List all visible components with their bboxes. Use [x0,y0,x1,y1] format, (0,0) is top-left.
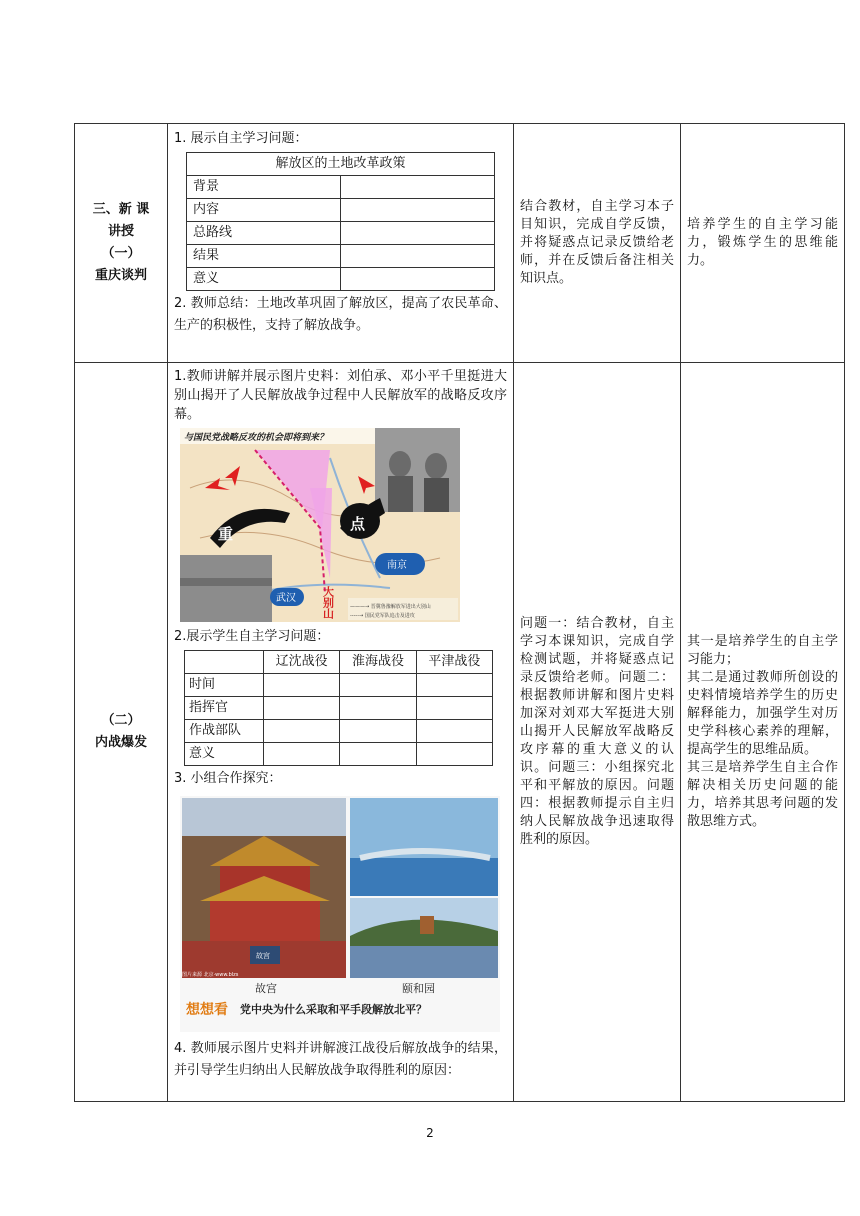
table-cell: 时间 [185,674,264,697]
student-activity-cell: 问题一：结合教材，自主学习本课知识，完成自学检测试题，并将疑惑点记录反馈给老师。问题二：根据教师讲解和图片史料加深对刘邓大军挺进大别山揭开人民解放军战略反攻序幕的重大意义的认识。问题三：小组探究北平和平解放的原因。问题四：根据教师提示自主归纳人民解放战争迅速取得胜利的原因。 [514,363,681,1102]
table-header: 淮海战役 [340,651,416,674]
table-cell: 意义 [185,743,264,766]
page-number: 2 [426,1126,434,1140]
map-city-label: 南京 [387,560,407,571]
table-cell [340,743,416,766]
map-mountain-label: 大别山 [321,586,335,619]
design-intent-cell: 培养学生的自主学习能力，锻炼学生的思维能力。 [681,124,845,363]
item-text: 4. 教师展示图片史料并讲解渡江战役后解放战争的结果，并引导学生归纳出人民解放战争取得胜利的原因： [174,1041,507,1078]
intent-item: 其二是通过教师所创设的史料情境培养学生的历史解释能力，加强学生对历史学科核心素养的理解，提高学生的思维品质。 [687,670,838,757]
photo-banner-text: 党中央为什么采取和平手段解放北平？ [240,1003,427,1016]
section-label-line: （二） [101,713,141,728]
teacher-activity-cell [168,124,514,363]
photos-illustration [180,796,500,1032]
table-cell [416,674,492,697]
section-label-line: （一） [101,246,141,261]
table-cell: 指挥官 [185,697,264,720]
section-label-line: 内战爆发 [94,735,147,750]
map-legend: ———→ 晋冀鲁豫解放军进出大别山 [350,604,431,610]
table-cell [341,268,495,291]
table-cell [185,651,264,674]
table-cell [341,176,495,199]
map-char-right: 点 [350,515,366,533]
item-text: 3. 小组合作探究： [174,771,282,786]
section-label-line: 三、新 课 [92,202,150,217]
table-cell: 背景 [187,176,341,199]
table-cell [264,720,340,743]
teacher-activity-cell [168,363,514,1102]
map-char-left: 重 [218,525,234,543]
table-header: 辽沈战役 [264,651,340,674]
table-cell [264,674,340,697]
table-cell: 总路线 [187,222,341,245]
table-cell [341,199,495,222]
table-cell [341,245,495,268]
photo-banner-prefix: 想想看 [186,1002,228,1018]
student-activity-cell: 结合教材，自主学习本子目知识，完成自学反馈，并将疑惑点记录反馈给老师，并在反馈后备注相关知识点。 [514,124,681,363]
table-row [75,363,845,1102]
intent-item: 其一是培养学生的自主学习能力； [687,634,838,667]
photo-watermark: 图片来源 北京·www.blzs [182,972,239,978]
map-city-label: 武汉 [276,593,296,604]
table-cell [264,697,340,720]
land-reform-table [186,152,495,291]
map-illustration [180,428,460,622]
table-cell [416,697,492,720]
lesson-plan-table [74,123,845,1102]
table-cell: 结果 [187,245,341,268]
table-title: 解放区的土地改革政策 [187,153,495,176]
beijing-photos-image [180,796,500,1032]
section-label-line: 讲授 [107,224,134,239]
table-cell [341,222,495,245]
item-text: 1. 展示自主学习问题： [174,131,308,146]
section-label [75,124,168,363]
map-title: 与国民党战略反攻的机会即将到来？ [184,433,329,443]
table-cell: 意义 [187,268,341,291]
item-text: 2. 教师总结：土地改革巩固了解放区，提高了农民革命、生产的积极性，支持了解放战争。 [174,296,507,333]
table-cell [264,743,340,766]
table-cell: 作战部队 [185,720,264,743]
plaque-label: 故宫 [256,952,270,960]
battles-table [184,650,493,766]
item-text: 1.教师讲解并展示图片史料：刘伯承、邓小平千里挺进大别山揭开了人民解放战争过程中人民解放军的战略反攻序幕。 [174,369,507,422]
intent-item: 其三是培养学生自主合作解决相关历史问题的能力，培养其思考问题的发散思维方式。 [687,760,838,829]
map-legend: -----→ 国民党军队追击及进攻 [350,613,415,619]
design-intent-cell [681,363,845,1102]
section-label-line: 重庆谈判 [94,268,147,283]
table-cell [340,720,416,743]
photo-caption-left: 故宫 [255,982,277,995]
table-row [75,124,845,363]
table-header: 平津战役 [416,651,492,674]
table-cell: 内容 [187,199,341,222]
table-cell [416,743,492,766]
table-cell [416,720,492,743]
dabie-mountain-map-image [180,428,460,622]
item-text: 2.展示学生自主学习问题： [174,629,330,644]
photo-caption-right: 颐和园 [402,982,435,995]
section-label [75,363,168,1102]
table-cell [340,674,416,697]
table-cell [340,697,416,720]
